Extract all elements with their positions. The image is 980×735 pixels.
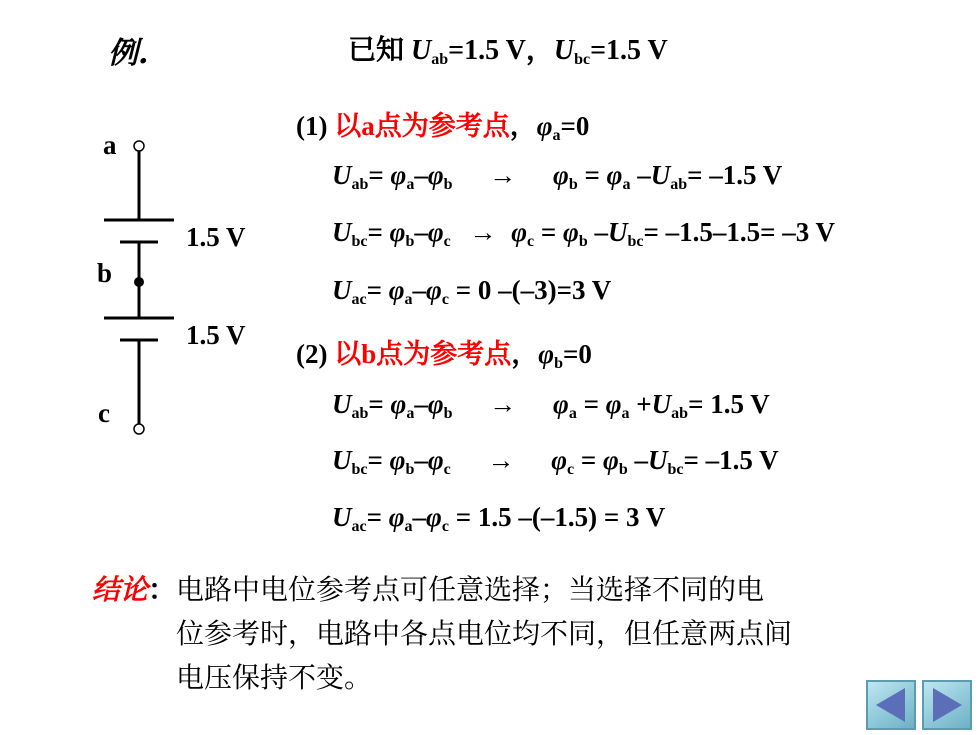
battery1-voltage: 1.5 V bbox=[186, 222, 246, 252]
case1-phi-sub: a bbox=[552, 127, 561, 144]
eq-sub: a bbox=[621, 405, 630, 422]
terminal-c bbox=[134, 424, 144, 434]
arrow-icon: → bbox=[487, 445, 515, 475]
case2-phi-val: =0 bbox=[562, 339, 592, 369]
given-prefix: 已知 bbox=[348, 35, 412, 66]
eq-sub: b bbox=[618, 461, 628, 478]
eq-result: = 1.5 V bbox=[688, 389, 770, 419]
eq-sub: bc bbox=[627, 233, 644, 250]
eq-sub: bc bbox=[351, 461, 368, 478]
conclusion-label: 结论 bbox=[92, 573, 149, 606]
node-c-label: c bbox=[98, 398, 110, 428]
case2-text: 以b点为参考点 bbox=[334, 339, 512, 369]
conclusion-line2: 位参考时，电路中各点电位均不同，但任意两点间 bbox=[176, 617, 793, 650]
eq-sub: ab bbox=[671, 405, 689, 422]
arrow-icon: → bbox=[489, 160, 517, 190]
case2-phi-sub: b bbox=[554, 355, 563, 372]
arrow-icon: → bbox=[469, 217, 497, 247]
node-a-label: a bbox=[103, 130, 117, 160]
given-val2: =1.5 V bbox=[590, 35, 668, 66]
eq-result: = –1.5 V bbox=[687, 160, 783, 190]
eq-sub: ab bbox=[670, 176, 688, 193]
eq-sub: a bbox=[404, 518, 413, 535]
eq-result: = –1.5 V bbox=[683, 445, 779, 475]
eq-sub: b bbox=[568, 176, 578, 193]
case2-tail: ， bbox=[511, 339, 539, 369]
eq-sub: a bbox=[622, 176, 631, 193]
next-button[interactable] bbox=[922, 680, 972, 730]
case1-phi-val: =0 bbox=[560, 111, 590, 141]
eq-sub: ac bbox=[351, 518, 367, 535]
eq-sub: a bbox=[568, 405, 577, 422]
node-b-dot bbox=[134, 277, 144, 287]
case1-header: (1) 以a点为参考点，$\varphi_a=0$ bbox=[296, 111, 590, 144]
node-b-label: b bbox=[97, 258, 113, 288]
battery2-voltage: 1.5 V bbox=[186, 320, 246, 350]
case2-eq1: $U_{ab}= \varphi_a-\varphi_b \to \varphi_a = \varphi_a +U_{ab}= 1.5$ V bbox=[332, 389, 770, 422]
eq-result: = –1.5–1.5= –3 V bbox=[643, 217, 836, 247]
conclusion-colon: ： bbox=[148, 573, 177, 606]
case1-eq2: $U_{bc}= \varphi_b-\varphi_c \to \varphi_c = \varphi_b$ $-U_{bc}= -1.5-1.5= -3$ V bbox=[332, 217, 836, 250]
case1-eq3: $U_{ac}= \varphi_a-\varphi_c = 0$ –(–3)=3 V bbox=[332, 275, 612, 308]
eq-sub: c bbox=[441, 291, 449, 308]
eq-result: = 0 –(–3)=3 V bbox=[448, 275, 612, 305]
terminal-a bbox=[134, 141, 144, 151]
eq-sub: b bbox=[405, 461, 415, 478]
eq-sub: c bbox=[441, 518, 449, 535]
conclusion-line3: 电压保持不变。 bbox=[176, 661, 373, 694]
given-u2: U bbox=[553, 35, 575, 66]
given-val1: =1.5 V， bbox=[448, 35, 554, 66]
triangle-left-icon bbox=[868, 682, 914, 728]
given-sub2: bc bbox=[574, 51, 591, 68]
given-u1: U bbox=[411, 35, 432, 66]
triangle-right-icon bbox=[924, 682, 970, 728]
arrow-icon: → bbox=[489, 389, 517, 419]
case2-num: (2) bbox=[296, 339, 335, 369]
eq-sub: a bbox=[406, 176, 415, 193]
eq-sub: c bbox=[527, 233, 535, 250]
eq-sub: c bbox=[443, 233, 451, 250]
eq-sub: c bbox=[443, 461, 451, 478]
case2-eq3: $U_{ac}= \varphi_a-\varphi_c = 1.5$ –(–1.5) = 3 V bbox=[332, 502, 666, 535]
case1-tail: ， bbox=[509, 111, 537, 141]
eq-sub: a bbox=[406, 405, 415, 422]
eq-sub: b bbox=[405, 233, 415, 250]
eq-sub: bc bbox=[667, 461, 684, 478]
prev-button[interactable] bbox=[866, 680, 916, 730]
conclusion-line1 bbox=[92, 568, 792, 612]
conclusion-block bbox=[92, 568, 792, 700]
conclusion-text1: 电路中电位参考点可任意选择；当选择不同的电 bbox=[176, 573, 765, 606]
case1-eq1: $U_{ab}= \varphi_a-\varphi_b \to \varphi_b = \varphi_a$ $-U_{ab}= -1.5$ V bbox=[332, 160, 783, 193]
circuit-diagram bbox=[90, 120, 280, 450]
case1-num: (1) bbox=[296, 111, 335, 141]
eq-sub: b bbox=[578, 233, 588, 250]
eq-sub: ac bbox=[351, 291, 367, 308]
eq-result: = 1.5 –(–1.5) = 3 V bbox=[448, 502, 666, 532]
given-sub1: ab bbox=[431, 51, 449, 68]
eq-sub: b bbox=[443, 405, 453, 422]
case2-eq2: $U_{bc}= \varphi_b-\varphi_c \to \varphi_c = \varphi_b$ $-U_{bc}= -1.5$ V bbox=[332, 445, 779, 478]
eq-sub: ab bbox=[351, 405, 369, 422]
eq-op: + bbox=[636, 389, 652, 419]
eq-sub: bc bbox=[351, 233, 368, 250]
example-label: 例. bbox=[108, 36, 149, 71]
eq-op: – bbox=[634, 445, 648, 475]
eq-sub: a bbox=[404, 291, 413, 308]
eq-sub: c bbox=[567, 461, 575, 478]
eq-sub: b bbox=[443, 176, 453, 193]
given-line bbox=[348, 28, 668, 68]
case1-text: 以a点为参考点 bbox=[334, 111, 510, 141]
case2-header: (2) 以b点为参考点，$\varphi_b=0$ bbox=[296, 339, 592, 372]
eq-sub: ab bbox=[351, 176, 369, 193]
